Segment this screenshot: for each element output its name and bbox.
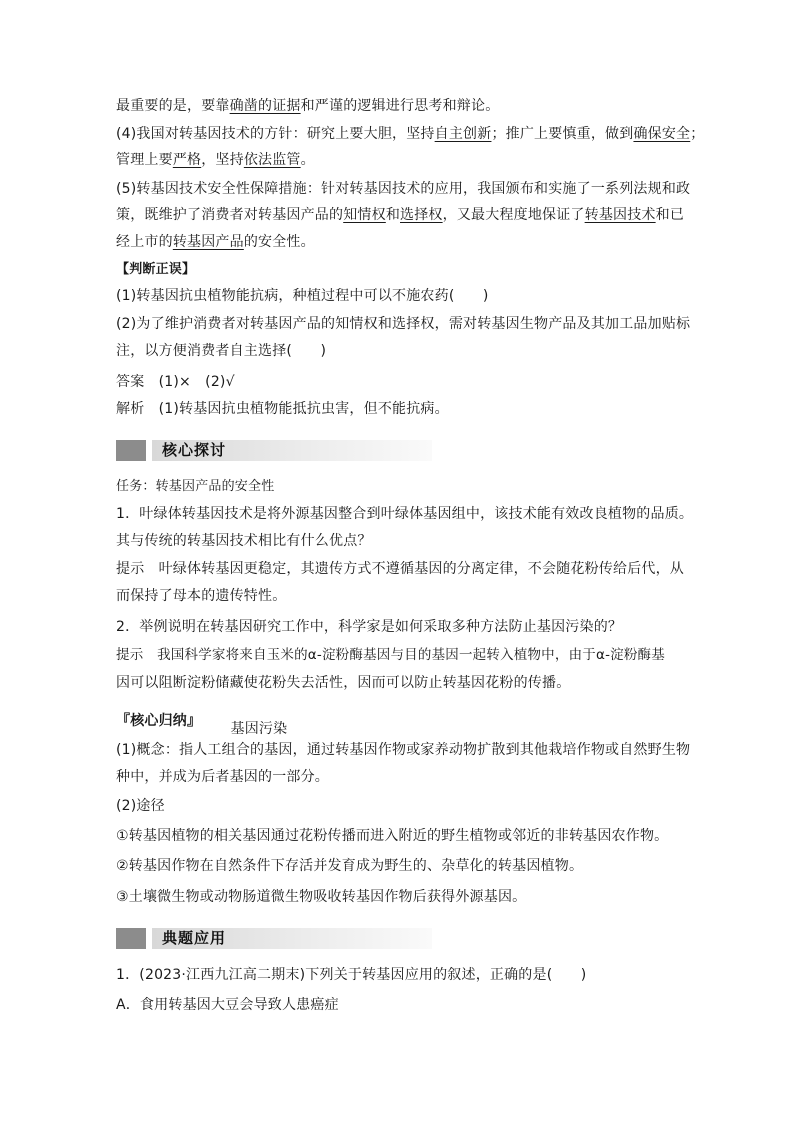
concept-line-1: (1)概念：指人工组合的基因，通过转基因作物或家养动物扩散到其他栽培作物或自然野生物	[116, 742, 691, 758]
underlined-term: 依法监管	[243, 152, 301, 168]
underlined-term: 选择权	[400, 207, 443, 223]
judge-heading: 【判断正误】	[116, 262, 196, 277]
judge-question-2-line-2: 注，以方便消费者自主选择( )	[116, 343, 327, 359]
hint-1-line-2: 而保持了母本的遗传特性。	[116, 588, 287, 604]
underlined-term: 转基因技术	[584, 207, 656, 223]
underlined-term: 转基因产品	[172, 234, 244, 250]
section-title: 核心探讨	[162, 441, 227, 459]
intro-point-4-line-1: (4)我国对转基因技术的方针：研究上要大胆，坚持自主创新；推广上要慎重，做到确保安全；	[116, 126, 705, 142]
discussion-question-2: 2．举例说明在转基因研究工作中，科学家是如何采取多种方法防止基因污染的？	[116, 619, 623, 635]
underlined-term: 确保安全	[633, 126, 691, 142]
pathway-item-1: ①转基因植物的相关基因通过花粉传播而进入附近的野生植物或邻近的非转基因农作物。	[116, 828, 669, 844]
core-summary-heading	[116, 712, 288, 737]
judge-question-2-line-1: (2)为了维护消费者对转基因产品的知情权和选择权，需对转基因生物产品及其加工品加贴标	[116, 316, 691, 332]
pathway-item-3: ③土壤微生物或动物肠道微生物吸收转基因作物后获得外源基因。	[116, 889, 527, 905]
underlined-term: 严格	[172, 152, 202, 168]
core-summary-bracket: 『核心归纳』	[116, 713, 202, 729]
intro-point-4-line-2: 管理上要严格，坚持依法监管。	[116, 152, 315, 168]
underlined-term: 确凿的证据	[229, 98, 301, 114]
judge-analysis: 解析 (1)转基因抗虫植物能抵抗虫害，但不能抗病。	[116, 401, 449, 417]
core-summary-topic: 基因污染	[230, 721, 288, 737]
concept-line-2: 种中，并成为后者基因的一部分。	[116, 769, 329, 785]
discussion-question-1-line-1: 1．叶绿体转基因技术是将外源基因整合到叶绿体基因组中，该技术能有效改良植物的品质。	[116, 506, 694, 522]
intro-point-5-line-3: 经上市的转基因产品的安全性。	[116, 234, 315, 250]
judge-answer: 答案 (1)× (2)√	[116, 374, 235, 390]
section-header-core-discussion	[116, 440, 432, 461]
task-title: 任务：转基因产品的安全性	[116, 479, 275, 494]
intro-point-5-line-2: 策，既维护了消费者对转基因产品的知情权和选择权，又最大程度地保证了转基因技术和已	[116, 207, 685, 223]
judge-question-1: (1)转基因抗虫植物能抗病，种植过程中可以不施农药( )	[116, 288, 489, 304]
intro-point-5-line-1: (5)转基因技术安全性保障措施：针对转基因技术的应用，我国颁布和实施了一系列法规和政	[116, 181, 691, 197]
hint-1-line-1: 提示 叶绿体转基因更稳定，其遗传方式不遵循基因的分离定律，不会随花粉传给后代，从	[116, 561, 684, 577]
hint-2-line-2: 因可以阻断淀粉储藏使花粉失去活性，因而可以防止转基因花粉的传播。	[116, 675, 571, 691]
option-a: A．食用转基因大豆会导致人患癌症	[116, 997, 339, 1013]
hint-2-line-1: 提示 我国科学家将来自玉米的α-淀粉酶基因与目的基因一起转入植物中，由于α-淀粉酶基	[116, 647, 665, 663]
application-question-1: 1．(2023·江西九江高二期末)下列关于转基因应用的叙述，正确的是( )	[116, 967, 587, 983]
section-title: 典题应用	[162, 929, 227, 947]
section-header-typical-application	[116, 928, 432, 949]
intro-line-1: 最重要的是，要靠确凿的证据和严谨的逻辑进行思考和辩论。	[116, 98, 500, 114]
underlined-term: 知情权	[343, 207, 386, 223]
discussion-question-1-line-2: 其与传统的转基因技术相比有什么优点？	[116, 533, 372, 549]
section-header-marker	[116, 928, 146, 949]
section-header-marker	[116, 440, 146, 461]
pathway-item-2: ②转基因作物在自然条件下存活并发育成为野生的、杂草化的转基因植物。	[116, 858, 584, 874]
underlined-term: 自主创新	[434, 126, 492, 142]
pathway-heading: (2)途径	[116, 798, 165, 814]
